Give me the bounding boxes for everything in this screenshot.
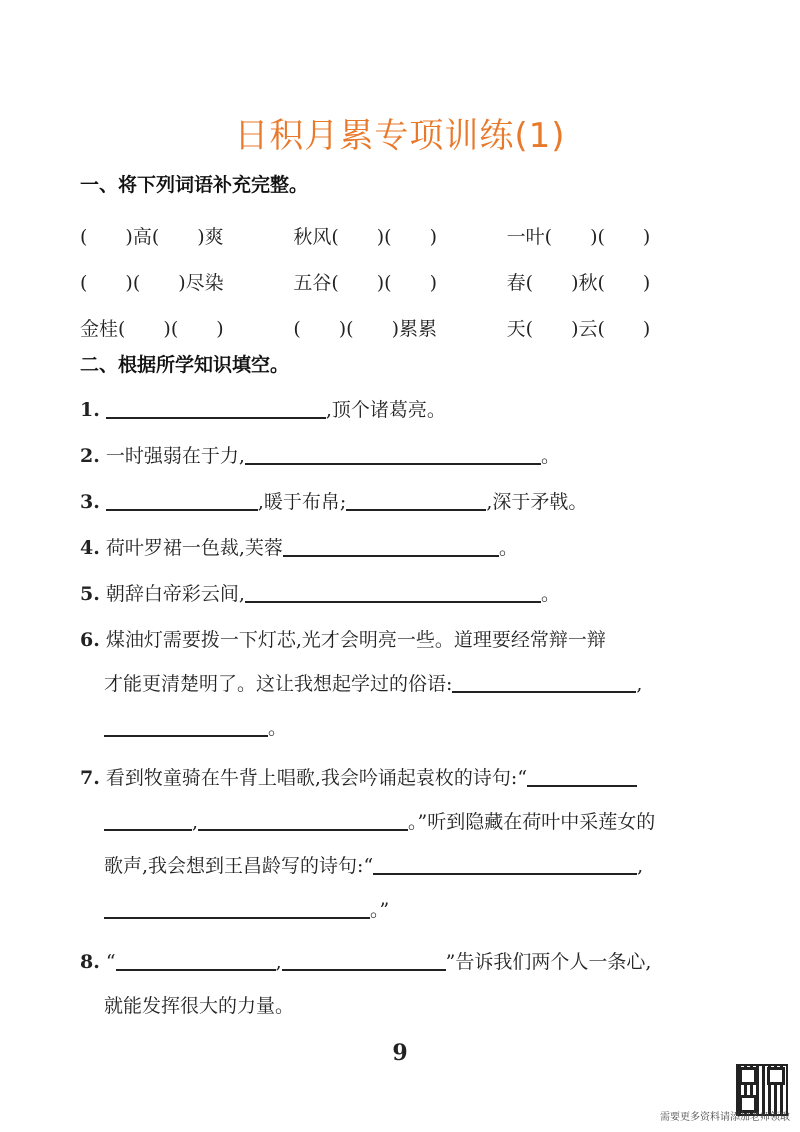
question-text: ,: [275, 951, 282, 973]
question-5: [80, 572, 720, 616]
question-3: [80, 480, 720, 524]
question-text: 煤油灯需要拨一下灯芯,光才会明亮一些。道理要经常辩一辩: [105, 629, 606, 651]
word-item: 五谷( )( ): [293, 271, 437, 294]
word-item: 金桂( )( ): [80, 317, 224, 340]
word-item: 天( )云( ): [506, 317, 651, 340]
answer-blank[interactable]: [527, 763, 637, 787]
question-number: 5.: [80, 583, 100, 605]
answer-blank[interactable]: [198, 807, 408, 831]
question-text: 。”听到隐藏在荷叶中采莲女的: [408, 811, 656, 833]
question-text: ,: [637, 855, 644, 877]
answer-blank[interactable]: [106, 487, 258, 511]
word-item: ( )高( )爽: [80, 225, 224, 248]
word-row: [80, 258, 720, 304]
question-text: 看到牧童骑在牛背上唱歌,我会吟诵起袁枚的诗句:“: [105, 767, 528, 789]
answer-blank[interactable]: [104, 895, 370, 919]
section2-heading: 二、根据所学知识填空。: [80, 354, 290, 376]
word-item: ( )( )累累: [293, 317, 437, 340]
question-text: 。: [540, 583, 560, 605]
question-number: 8.: [80, 951, 100, 973]
question-7: [80, 756, 720, 932]
question-number: 1.: [80, 399, 100, 421]
question-text: ,暖于布帛;: [257, 491, 347, 513]
question-4: [80, 526, 720, 570]
question-text: 。: [268, 717, 288, 739]
question-text: ”告诉我们两个人一条心,: [445, 951, 652, 973]
question-text: 就能发挥很大的力量。: [104, 995, 295, 1017]
question-text: 一时强弱在于力,: [105, 445, 245, 467]
answer-blank[interactable]: [282, 947, 446, 971]
answer-blank[interactable]: [116, 947, 276, 971]
question-number: 3.: [80, 491, 100, 513]
word-item: 秋风( )( ): [293, 225, 437, 248]
question-text: ,: [192, 811, 199, 833]
footer-note: 需要更多资料请添加老师领取: [660, 1112, 790, 1123]
answer-blank[interactable]: [283, 533, 499, 557]
question-text: 才能更清楚明了。这让我想起学过的俗语:: [104, 673, 453, 695]
question-text: ,: [636, 673, 643, 695]
question-text: “: [105, 951, 116, 973]
answer-blank[interactable]: [245, 441, 541, 465]
page-title: 日积月累专项训练(1): [234, 116, 566, 156]
question-1: [80, 388, 720, 432]
section1-heading: 一、将下列词语补充完整。: [80, 174, 309, 196]
answer-blank[interactable]: [452, 669, 636, 693]
answer-blank[interactable]: [346, 487, 486, 511]
word-item: 春( )秋( ): [506, 271, 651, 294]
word-row: [80, 304, 720, 350]
answer-blank[interactable]: [106, 395, 326, 419]
word-row: [80, 212, 720, 258]
question-8: [80, 940, 720, 1028]
answer-blank[interactable]: [245, 579, 541, 603]
question-text: 荷叶罗裙一色裁,芙蓉: [105, 537, 283, 559]
question-text: ,深于矛戟。: [486, 491, 588, 513]
answer-blank[interactable]: [104, 713, 268, 737]
word-fill-grid: [80, 212, 720, 350]
answer-blank[interactable]: [104, 807, 192, 831]
question-6: [80, 618, 720, 750]
answer-blank[interactable]: [373, 851, 637, 875]
question-text: 歌声,我会想到王昌龄写的诗句:“: [104, 855, 374, 877]
question-2: [80, 434, 720, 478]
page-number: 9: [392, 1040, 408, 1066]
question-text: 。: [540, 445, 560, 467]
question-number: 2.: [80, 445, 100, 467]
question-number: 7.: [80, 767, 100, 789]
question-number: 6.: [80, 629, 100, 651]
question-number: 4.: [80, 537, 100, 559]
word-item: 一叶( )( ): [506, 225, 651, 248]
question-text: 。: [498, 537, 518, 559]
question-text: 朝辞白帝彩云间,: [105, 583, 245, 605]
word-item: ( )( )尽染: [80, 271, 224, 294]
question-text: ,顶个诸葛亮。: [325, 399, 446, 421]
question-text: 。”: [370, 899, 390, 921]
